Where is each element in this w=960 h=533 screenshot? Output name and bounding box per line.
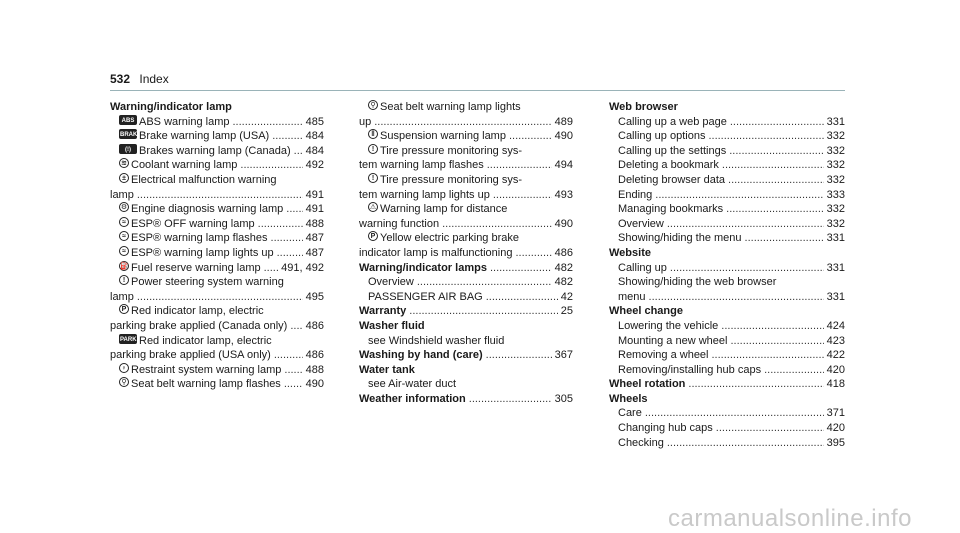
warning-lamp-icon: ⚲ <box>119 377 129 387</box>
warning-lamp-icon: ≈ <box>119 246 129 256</box>
warning-lamp-icon: P <box>368 231 378 241</box>
index-see-reference[interactable]: see Windshield washer fluid <box>368 334 505 347</box>
warning-lamp-icon: ≋ <box>119 158 129 168</box>
index-subentry[interactable]: Removing/installing hub caps ..... 420 <box>609 363 845 378</box>
index-entry[interactable]: Warning/indicator lamps ..... 482 <box>359 261 573 276</box>
index-subentry[interactable]: PASSENGER AIR BAG ..... 42 <box>359 290 573 305</box>
index-subentry: ! Tire pressure monitoring sys- <box>359 144 573 159</box>
warning-lamp-icon: ‖ <box>368 129 378 139</box>
index-subentry[interactable]: Calling up ..... 331 <box>609 261 845 276</box>
index-subentry: ± Electrical malfunction warning <box>110 173 324 188</box>
index-heading: Web browser <box>609 101 678 113</box>
warning-lamp-icon: P <box>119 304 129 314</box>
index-subentry[interactable]: Overview ..... 482 <box>359 275 573 290</box>
index-subentry: Showing/hiding the web browser <box>618 276 777 289</box>
index-see-reference[interactable]: see Air-water duct <box>368 378 457 391</box>
watermark: carmanualsonline.info <box>668 505 912 532</box>
index-subentry[interactable]: ⛽ Fuel reserve warning lamp ..... 491, 492 <box>110 261 324 276</box>
index-heading: Wheels <box>609 392 648 405</box>
index-column-3 <box>609 100 845 450</box>
warning-lamp-icon: (!) <box>119 144 137 154</box>
index-subentry: PARK Red indicator lamp, electric <box>120 334 272 347</box>
index-subentry[interactable]: Ending ..... 333 <box>609 188 845 203</box>
index-subentry[interactable]: Checking ..... 395 <box>609 436 845 451</box>
index-entry[interactable]: Warranty ..... 25 <box>359 304 573 319</box>
index-subentry[interactable]: parking brake applied (Canada only) ..... 486 <box>110 319 324 334</box>
index-subentry[interactable]: Showing/hiding the menu ..... 331 <box>609 231 845 246</box>
index-subentry[interactable]: menu ..... 331 <box>609 290 845 305</box>
page-header <box>110 72 169 86</box>
index-subentry[interactable]: lamp ..... 491 <box>110 188 324 203</box>
index-subentry[interactable]: ≈ ESP® warning lamp lights up ..... 487 <box>110 246 324 261</box>
index-subentry[interactable]: Calling up options ..... 332 <box>609 129 845 144</box>
index-subentry[interactable]: up ..... 489 <box>359 115 573 130</box>
index-subentry: ⚠ Warning lamp for distance <box>369 203 508 216</box>
index-entry: Water tank <box>359 363 415 376</box>
index-subentry: ⚲ Seat belt warning lamp lights <box>359 100 573 115</box>
index-subentry[interactable]: Deleting browser data ..... 332 <box>609 173 845 188</box>
warning-lamp-icon: ≈ <box>119 217 129 227</box>
index-subentry[interactable]: ⚲ Seat belt warning lamp flashes ..... 490 <box>110 377 324 392</box>
index-subentry: P Yellow electric parking brake <box>359 231 573 246</box>
index-subentry[interactable]: Removing a wheel ..... 422 <box>609 348 845 363</box>
warning-lamp-icon: BRAKE <box>119 129 137 139</box>
warning-lamp-icon: ± <box>119 173 129 183</box>
index-subentry[interactable]: Changing hub caps ..... 420 <box>609 421 845 436</box>
warning-lamp-icon: ! <box>368 173 378 183</box>
index-subentry[interactable]: (!) Brakes warning lamp (Canada) ..... 484 <box>110 144 324 159</box>
index-subentry[interactable]: Deleting a bookmark ..... 332 <box>609 158 845 173</box>
index-subentry[interactable]: parking brake applied (USA only) ..... 486 <box>110 348 324 363</box>
index-subentry: P Red indicator lamp, electric <box>110 304 324 319</box>
warning-lamp-icon: ⚠ <box>369 204 377 212</box>
index-subentry[interactable]: lamp ..... 495 <box>110 290 324 305</box>
index-subentry[interactable]: tem warning lamp lights up ..... 493 <box>359 188 573 203</box>
index-entry[interactable]: Washing by hand (care) ..... 367 <box>359 348 573 363</box>
warning-lamp-icon: ⚙ <box>120 204 128 212</box>
index-subentry[interactable]: warning function ..... 490 <box>359 217 573 232</box>
index-subentry: ! Power steering system warning <box>110 275 324 290</box>
index-subentry[interactable]: Managing bookmarks ..... 332 <box>609 202 845 217</box>
warning-lamp-icon: ! <box>119 275 129 285</box>
index-entry[interactable]: Wheel rotation ..... 418 <box>609 377 845 392</box>
index-subentry[interactable]: ≋ Coolant warning lamp ..... 492 <box>110 158 324 173</box>
index-subentry[interactable]: ≈ ESP® warning lamp flashes ..... 487 <box>110 231 324 246</box>
index-subentry[interactable]: ⚙ Engine diagnosis warning lamp ..... 491 <box>110 202 324 217</box>
warning-lamp-icon: ! <box>368 144 378 154</box>
index-subentry[interactable]: Mounting a new wheel ..... 423 <box>609 334 845 349</box>
warning-lamp-icon: ⛽ <box>120 262 129 270</box>
header-rule <box>110 90 845 91</box>
warning-lamp-icon: PARK <box>119 334 137 344</box>
index-subentry[interactable]: Calling up a web page ..... 331 <box>609 115 845 130</box>
index-subentry[interactable]: BRAKE Brake warning lamp (USA) ..... 484 <box>110 129 324 144</box>
index-subentry[interactable]: indicator lamp is malfunctioning ..... 486 <box>359 246 573 261</box>
index-heading: Warning/indicator lamp <box>110 101 232 113</box>
index-column-1 <box>110 100 324 392</box>
index-column-2 <box>359 100 573 406</box>
index-subentry[interactable]: ♀ Restraint system warning lamp ..... 488 <box>110 363 324 378</box>
page-title: Index <box>139 72 169 86</box>
index-heading: Wheel change <box>609 305 683 318</box>
warning-lamp-icon: ABS <box>119 115 137 125</box>
warning-lamp-icon: ⚲ <box>368 100 378 110</box>
index-subentry[interactable]: ABS ABS warning lamp ..... 485 <box>110 115 324 130</box>
index-subentry: ! Tire pressure monitoring sys- <box>359 173 573 188</box>
warning-lamp-icon: ♀ <box>119 363 129 373</box>
index-subentry[interactable]: ‖ Suspension warning lamp ..... 490 <box>359 129 573 144</box>
index-entry[interactable]: Weather information ..... 305 <box>359 392 573 407</box>
index-subentry[interactable]: Calling up the settings ..... 332 <box>609 144 845 159</box>
warning-lamp-icon: ≈ <box>119 231 129 241</box>
index-subentry[interactable]: tem warning lamp flashes ..... 494 <box>359 158 573 173</box>
index-heading: Website <box>609 246 651 259</box>
page-number: 532 <box>110 72 131 86</box>
index-subentry[interactable]: Overview ..... 332 <box>609 217 845 232</box>
index-subentry[interactable]: Lowering the vehicle ..... 424 <box>609 319 845 334</box>
index-subentry[interactable]: ≈ ESP® OFF warning lamp ..... 488 <box>110 217 324 232</box>
index-entry: Washer fluid <box>359 319 425 332</box>
index-subentry[interactable]: Care ..... 371 <box>609 406 845 421</box>
